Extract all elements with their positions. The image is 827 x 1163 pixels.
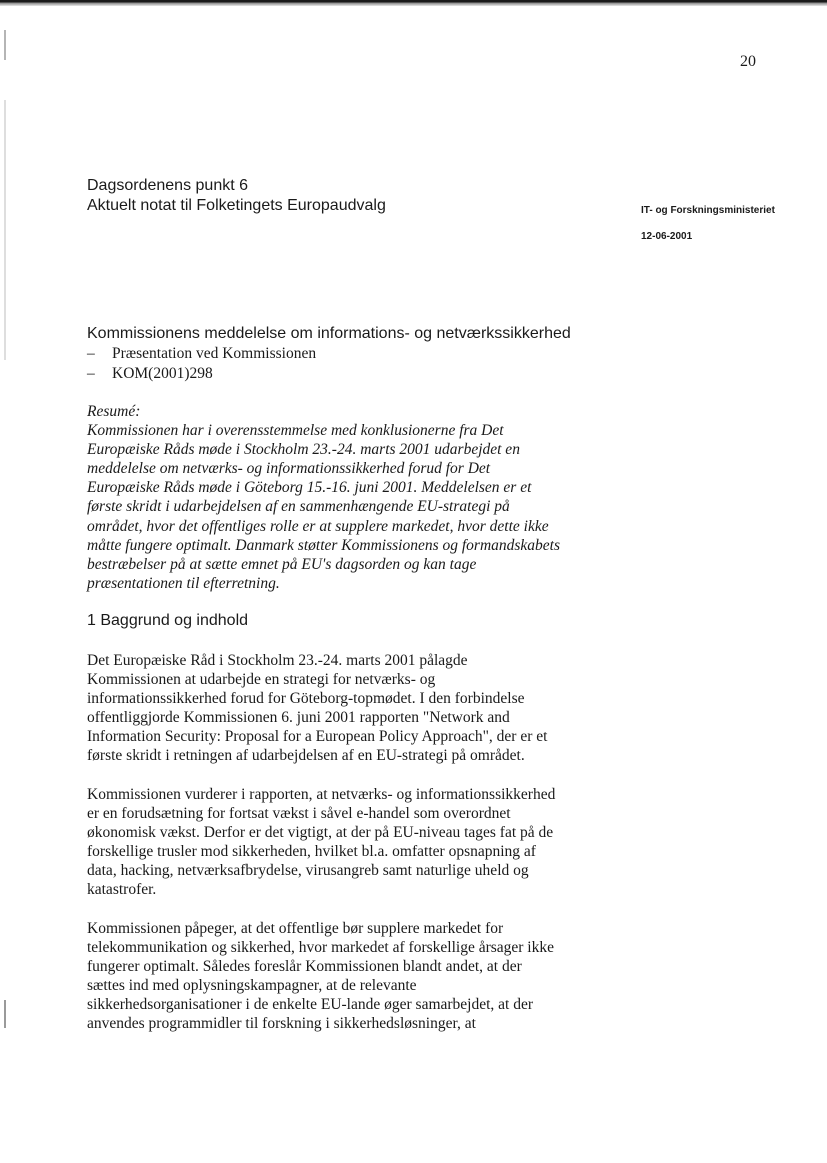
resume-block: [87, 402, 627, 593]
resume-line: området, hvor det offentliges rolle er at supplere markedet, hvor dette ikke: [87, 517, 549, 535]
resume-line: Europæiske Råds møde i Göteborg 15.-16. juni 2001. Meddelelsen er et: [87, 479, 532, 497]
scan-top-edge: [0, 0, 827, 6]
paragraph: [87, 919, 622, 1034]
ministry-name: IT- og Forskningsministeriet: [641, 205, 775, 216]
document-type-line: Aktuelt notat til Folketingets Europaudvalg: [87, 197, 386, 214]
sender-block: [641, 204, 775, 244]
paragraph-line: fungerer optimalt. Således foreslår Kommissionen blandt andet, at der: [87, 958, 522, 976]
list-item: [87, 344, 316, 364]
resume-line: bestræbelser på at sætte emnet på EU's dagsorden og kan tage: [87, 555, 477, 573]
paragraph: [87, 651, 622, 766]
scan-margin-mark: [4, 100, 6, 360]
paragraph-line: sikkerhedsorganisationer i de enkelte EU-lande øger samarbejdet, at der: [87, 996, 534, 1014]
resume-line: Europæiske Råds møde i Stockholm 23.-24. marts 2001 udarbejdet en: [87, 441, 520, 459]
paragraph-line: forskellige trusler mod sikkerheden, hvilket bl.a. omfatter opsnapning af: [87, 843, 536, 861]
paragraph-line: Information Security: Proposal for a European Policy Approach", der er et: [87, 728, 548, 746]
paragraph-line: sættes ind med oplysningskampagner, at de relevante: [87, 977, 417, 995]
resume-line: præsentationen til efterretning.: [87, 574, 280, 592]
resume-line: måtte fungere optimalt. Danmark støtter Kommissionens og formandskabets: [87, 536, 561, 554]
list-item: [87, 364, 316, 384]
agenda-item-line: Dagsordenens punkt 6: [87, 177, 248, 194]
subject-title: Kommissionens meddelelse om informations- og netværkssikkerhed: [87, 325, 571, 342]
resume-label: Resumé:: [87, 403, 141, 420]
resume-line: første skridt i udarbejdelsen af en sammenhængende EU-strategi på: [87, 498, 510, 516]
paragraph-line: Kommissionen vurderer i rapporten, at netværks- og informationssikkerhed: [87, 786, 556, 803]
resume-line: Kommissionen har i overensstemmelse med konklusionerne fra Det: [87, 422, 504, 440]
dash-bullet: –: [87, 345, 95, 362]
dash-bullet: –: [87, 365, 95, 382]
document-date: 12-06-2001: [641, 231, 693, 242]
paragraph-line: Kommissionen påpeger, at det offentlige bør supplere markedet for: [87, 920, 504, 937]
scan-margin-mark: [4, 30, 6, 60]
resume-line: meddelelse om netværks- og informationssikkerhed forud for Det: [87, 460, 491, 478]
paragraph-line: er en forudsætning for fortsat vækst i såvel e-handel som overordnet: [87, 805, 511, 823]
paragraph-line: informationssikkerhed forud for Göteborg-topmødet. I den forbindelse: [87, 690, 525, 708]
paragraph-line: økonomisk vækst. Derfor er det vigtigt, at der på EU-niveau tages fat på de: [87, 824, 554, 842]
list-item-text: Præsentation ved Kommissionen: [112, 345, 317, 362]
list-item-text: KOM(2001)298: [112, 365, 213, 382]
paragraph-line: data, hacking, netværksafbrydelse, virusangreb samt naturlige uheld og: [87, 862, 529, 880]
paragraph-line: anvendes programmidler til forskning i sikkerhedsløsninger, at: [87, 1015, 476, 1033]
paragraph-line: Det Europæiske Råd i Stockholm 23.-24. marts 2001 pålagde: [87, 652, 468, 669]
document-heading: [87, 176, 386, 216]
paragraph-line: Kommissionen at udarbejde en strategi for netværks- og: [87, 671, 436, 689]
scan-margin-mark: [4, 1000, 6, 1028]
paragraph-line: offentliggjorde Kommissionen 6. juni 2001 rapporten "Network and: [87, 709, 510, 727]
paragraph-line: katastrofer.: [87, 881, 157, 899]
subject-bullets: [87, 344, 316, 384]
page-number: 20: [740, 53, 756, 70]
paragraph-line: første skridt i retningen af udarbejdelsen af en EU-strategi på området.: [87, 747, 525, 765]
section-heading: 1 Baggrund og indhold: [87, 612, 249, 629]
paragraph-line: telekommunikation og sikkerhed, hvor markedet af forskellige årsager ikke: [87, 939, 554, 957]
paragraph: [87, 785, 622, 900]
